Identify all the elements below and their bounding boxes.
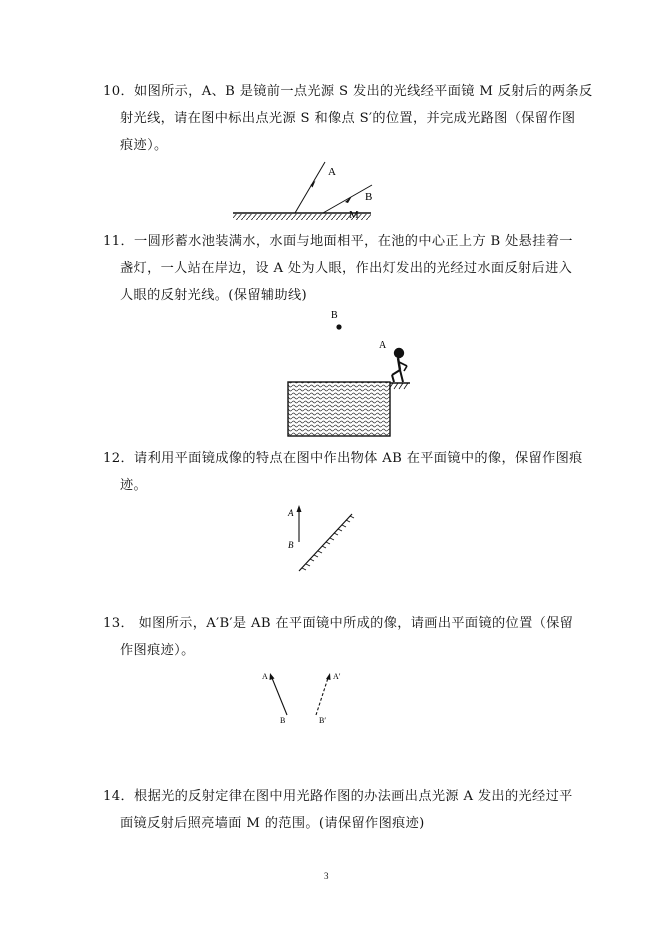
q12-mirror-hatching	[302, 516, 354, 570]
q11-pool-figure	[280, 304, 420, 438]
q12-arrow-head	[297, 505, 302, 512]
q13-object-arrow	[270, 673, 275, 680]
q13-image-ab	[316, 678, 328, 715]
q14-text-line-2: 面镜反射后照亮墙面 M 的范围。(请保留作图痕迹)	[120, 816, 425, 831]
q10-label-b: B	[365, 191, 373, 203]
q10-ray-a	[295, 162, 325, 213]
q13-text-line-2: 作图痕迹）。	[120, 643, 195, 658]
q12-text-line-1: 请利用平面镜成像的特点在图中作出物体 AB 在平面镜中的像，保留作图痕	[134, 451, 583, 466]
q13-label-a-prime: A′	[333, 672, 341, 681]
q10-label-a: A	[328, 166, 336, 178]
q10-number: 10．	[103, 84, 135, 99]
q14-line-1	[103, 788, 573, 806]
q14-text-line-1: 根据光的反射定律在图中用光路作图的办法画出点光源 A 发出的光经过平	[134, 789, 573, 804]
q12-text-line-2: 迹。	[120, 478, 148, 493]
q13-line-1	[103, 615, 573, 633]
q12-label-b: B	[288, 540, 294, 550]
q11-label-b: B	[331, 310, 338, 321]
q11-text-line-1: 一圆形蓄水池装满水，水面与地面相平，在池的中心正上方 B 处悬挂着一	[134, 234, 573, 249]
q10-label-m: M	[349, 209, 359, 221]
q13-label-b-prime: B′	[319, 716, 327, 725]
q12-mirror-figure	[283, 500, 363, 576]
q12-label-a: A	[288, 508, 294, 518]
page-number: 3	[324, 871, 329, 881]
q10-mirror-figure	[228, 158, 378, 224]
q13-image-arrow	[326, 673, 331, 680]
q11-label-a: A	[379, 340, 387, 351]
q11-number: 11．	[103, 234, 135, 249]
q13-object-ab	[272, 678, 287, 715]
q13-label-b: B	[280, 716, 286, 725]
q11-text-line-3: 人眼的反射光线。(保留辅助线)	[120, 288, 307, 303]
q10-text-line-1: 如图所示，A、B 是镜前一点光源 S 发出的光线经平面镜 M 反射后的两条反	[134, 84, 593, 99]
q11-text-line-2: 盏灯，一人站在岸边，设 A 处为人眼，作出灯发出的光经过水面反射后进入	[120, 261, 573, 276]
q13-image-figure	[255, 665, 355, 727]
q13-number: 13．	[103, 616, 135, 631]
q12-mirror-line	[299, 514, 352, 571]
q11-line-1	[103, 233, 573, 251]
q10-text-line-3: 痕迹）。	[120, 138, 168, 153]
q13-label-a: A	[262, 672, 268, 681]
q12-number: 12．	[103, 451, 135, 466]
q12-line-1	[103, 450, 583, 468]
q11-pool	[288, 382, 390, 436]
q10-text-line-2: 射光线，请在图中标出点光源 S 和像点 S′的位置，并完成光路图（保留作图	[120, 111, 576, 126]
q10-line-1	[103, 83, 592, 101]
q13-text-line-1: 如图所示，A′B′是 AB 在平面镜中所成的像，请画出平面镜的位置（保留	[134, 616, 574, 631]
q11-lamp-point	[336, 324, 341, 329]
q14-number: 14．	[103, 789, 135, 804]
q11-person-figure	[392, 348, 407, 382]
